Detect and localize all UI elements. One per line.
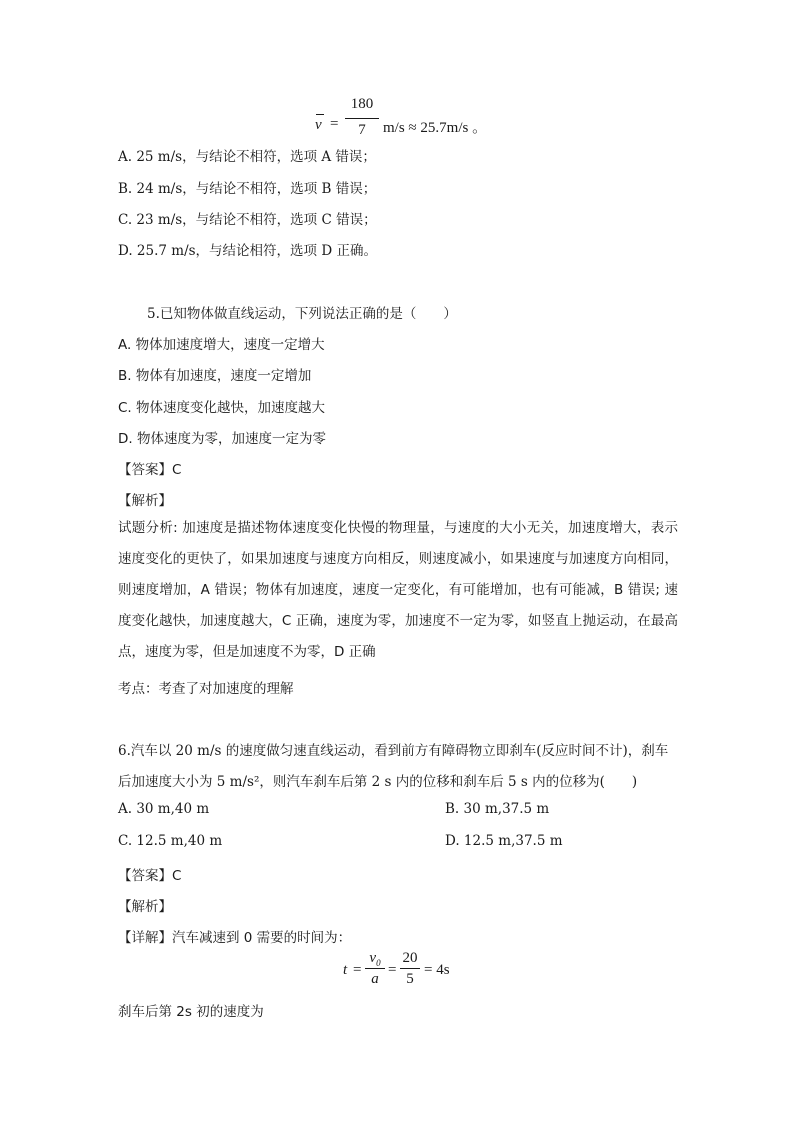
t-symbol: t bbox=[343, 962, 348, 978]
denominator: 7 bbox=[358, 122, 366, 138]
equals-sign-2: = bbox=[388, 962, 397, 978]
question-5-stem: 5.已知物体做直线运动，下列说法正确的是（ ） bbox=[147, 306, 457, 322]
q6-detail: 【详解】汽车减速到 0 需要的时间为： bbox=[118, 930, 352, 946]
q5-answer bbox=[118, 458, 181, 478]
formula-result: m/s ≈ 25.7m/s 。 bbox=[383, 120, 488, 136]
numerator: 180 bbox=[350, 96, 374, 112]
q5-analysis-label: 【解析】 bbox=[118, 493, 172, 509]
question-6-stem-line2: 后加速度大小为 5 m/s²，则汽车刹车后第 2 s 内的位移和刹车后 5 s 内的位移为( ) bbox=[118, 774, 638, 790]
denominator: a bbox=[371, 971, 379, 987]
q6-option-a: A. 30 m,40 m bbox=[118, 801, 210, 817]
q5-option-b: B. 物体有加速度，速度一定增加 bbox=[118, 368, 312, 384]
question-6-stem-line1: 6.汽车以 20 m/s 的速度做匀速直线运动，看到前方有障碍物立即刹车(反应时间不计)，刹车 bbox=[118, 743, 669, 759]
fraction-20-over-5 bbox=[400, 950, 420, 988]
prev-option-b: B. 24 m/s，与结论不相符，选项 B 错误； bbox=[118, 181, 377, 197]
prev-option-d: D. 25.7 m/s，与结论相符，选项 D 正确。 bbox=[118, 243, 377, 259]
q5-kaodian: 考点：考查了对加速度的理解 bbox=[118, 681, 294, 697]
q6-option-c: C. 12.5 m,40 m bbox=[118, 833, 223, 849]
numerator: 20 bbox=[402, 950, 418, 966]
q5-option-a: A. 物体加速度增大，速度一定增大 bbox=[118, 337, 325, 353]
denominator: 5 bbox=[406, 971, 414, 987]
q6-option-b: B. 30 m,37.5 m bbox=[445, 801, 550, 817]
q6-answer bbox=[118, 864, 181, 884]
answer-value: C bbox=[172, 462, 182, 478]
numerator: $v_0$ bbox=[369, 950, 381, 968]
q5-option-c: C. 物体速度变化越快，加速度越大 bbox=[118, 400, 326, 416]
q6-analysis-label: 【解析】 bbox=[118, 899, 172, 915]
formula-result: = 4s bbox=[424, 962, 450, 978]
answer-label: 【答案】 bbox=[118, 868, 172, 884]
equals-sign: = bbox=[330, 116, 339, 132]
prev-option-c: C. 23 m/s，与结论不相符，选项 C 错误； bbox=[118, 212, 377, 228]
q6-option-d: D. 12.5 m,37.5 m bbox=[445, 833, 563, 849]
fraction-v0-over-a bbox=[365, 950, 385, 988]
prev-option-a: A. 25 m/s，与结论不相符，选项 A 错误； bbox=[118, 149, 376, 165]
v-bar-symbol: v bbox=[315, 117, 322, 134]
answer-label: 【答案】 bbox=[118, 462, 172, 478]
q6-after-text: 刹车后第 2s 初的速度为 bbox=[118, 1004, 264, 1020]
q5-analysis-text: 试题分析: 加速度是描述物体速度变化快慢的物理量，与速度的大小无关，加速度增大，表示速度变化的更快了，如果加速度与速度方向相反，则速度减小，如果速度与加速度方向相同，则速度增加，A 错误；物体有加速度，速度一定变化，有可能增加，也有可能减，B 错误; 速度变化越快，加速度越大，C 正确，速度为零，加速度不一定为零，如竖直上抛运动，在最高点，速度为零，但是加速度不为零，D 正确 bbox=[118, 520, 678, 660]
equals-sign: = bbox=[353, 962, 362, 978]
fraction bbox=[345, 96, 379, 139]
q5-option-d: D. 物体速度为零，加速度一定为零 bbox=[118, 431, 326, 447]
answer-value: C bbox=[172, 868, 182, 884]
